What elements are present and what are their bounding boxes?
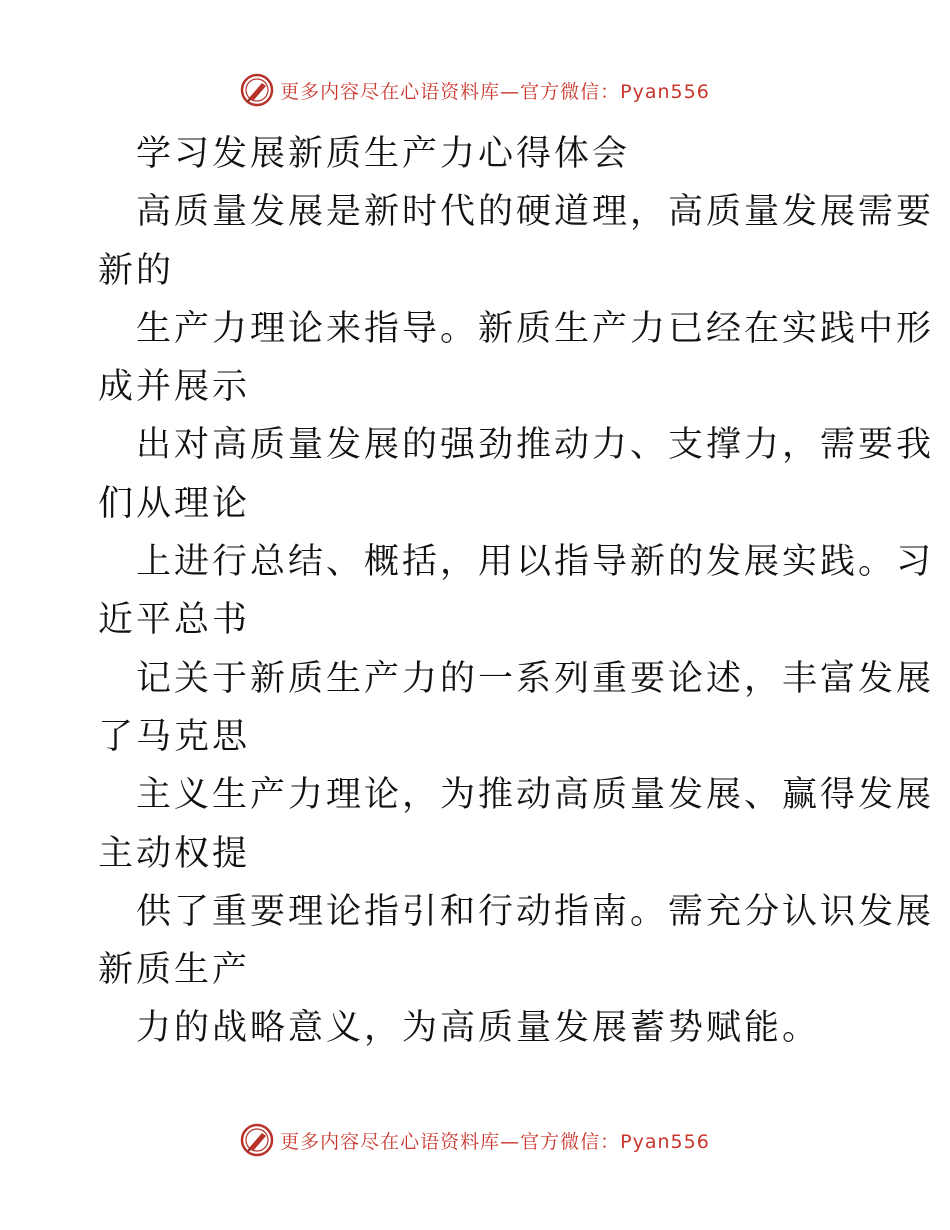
text-line: 们从理论 [98, 483, 251, 524]
document-body [98, 125, 935, 1058]
watermark-text: 更多内容尽在心语资料库—官方微信：Pyan556 [280, 1130, 710, 1153]
text-line: 学习发展新质生产力心得体会 [136, 134, 631, 174]
text-line: 新质生产 [98, 950, 251, 991]
text-line: 生产力理论来指导。新质生产力已经在实践中形 [136, 308, 935, 349]
pen-logo-icon [240, 1123, 274, 1157]
text-line: 新的 [98, 250, 175, 291]
text-line: 供了重要理论指引和行动指南。需充分认识发展 [136, 891, 935, 932]
text-line: 力的战略意义，为高质量发展蓄势赋能。 [136, 1008, 821, 1049]
footer-watermark [0, 1120, 950, 1160]
text-line: 高质量发展是新时代的硬道理，高质量发展需要 [136, 192, 935, 233]
pen-logo-icon [240, 73, 274, 107]
text-line: 近平总书 [98, 600, 251, 641]
watermark-text: 更多内容尽在心语资料库—官方微信：Pyan556 [280, 80, 710, 103]
header-watermark [0, 70, 950, 110]
text-line: 记关于新质生产力的一系列重要论述，丰富发展 [136, 658, 935, 699]
text-line: 主义生产力理论，为推动高质量发展、赢得发展 [136, 775, 935, 816]
text-line: 上进行总结、概括，用以指导新的发展实践。习 [136, 542, 935, 583]
text-line: 成并展示 [98, 367, 251, 408]
text-line: 主动权提 [98, 833, 251, 874]
text-line: 了马克思 [98, 716, 251, 757]
text-line: 出对高质量发展的强劲推动力、支撑力，需要我 [136, 425, 935, 466]
